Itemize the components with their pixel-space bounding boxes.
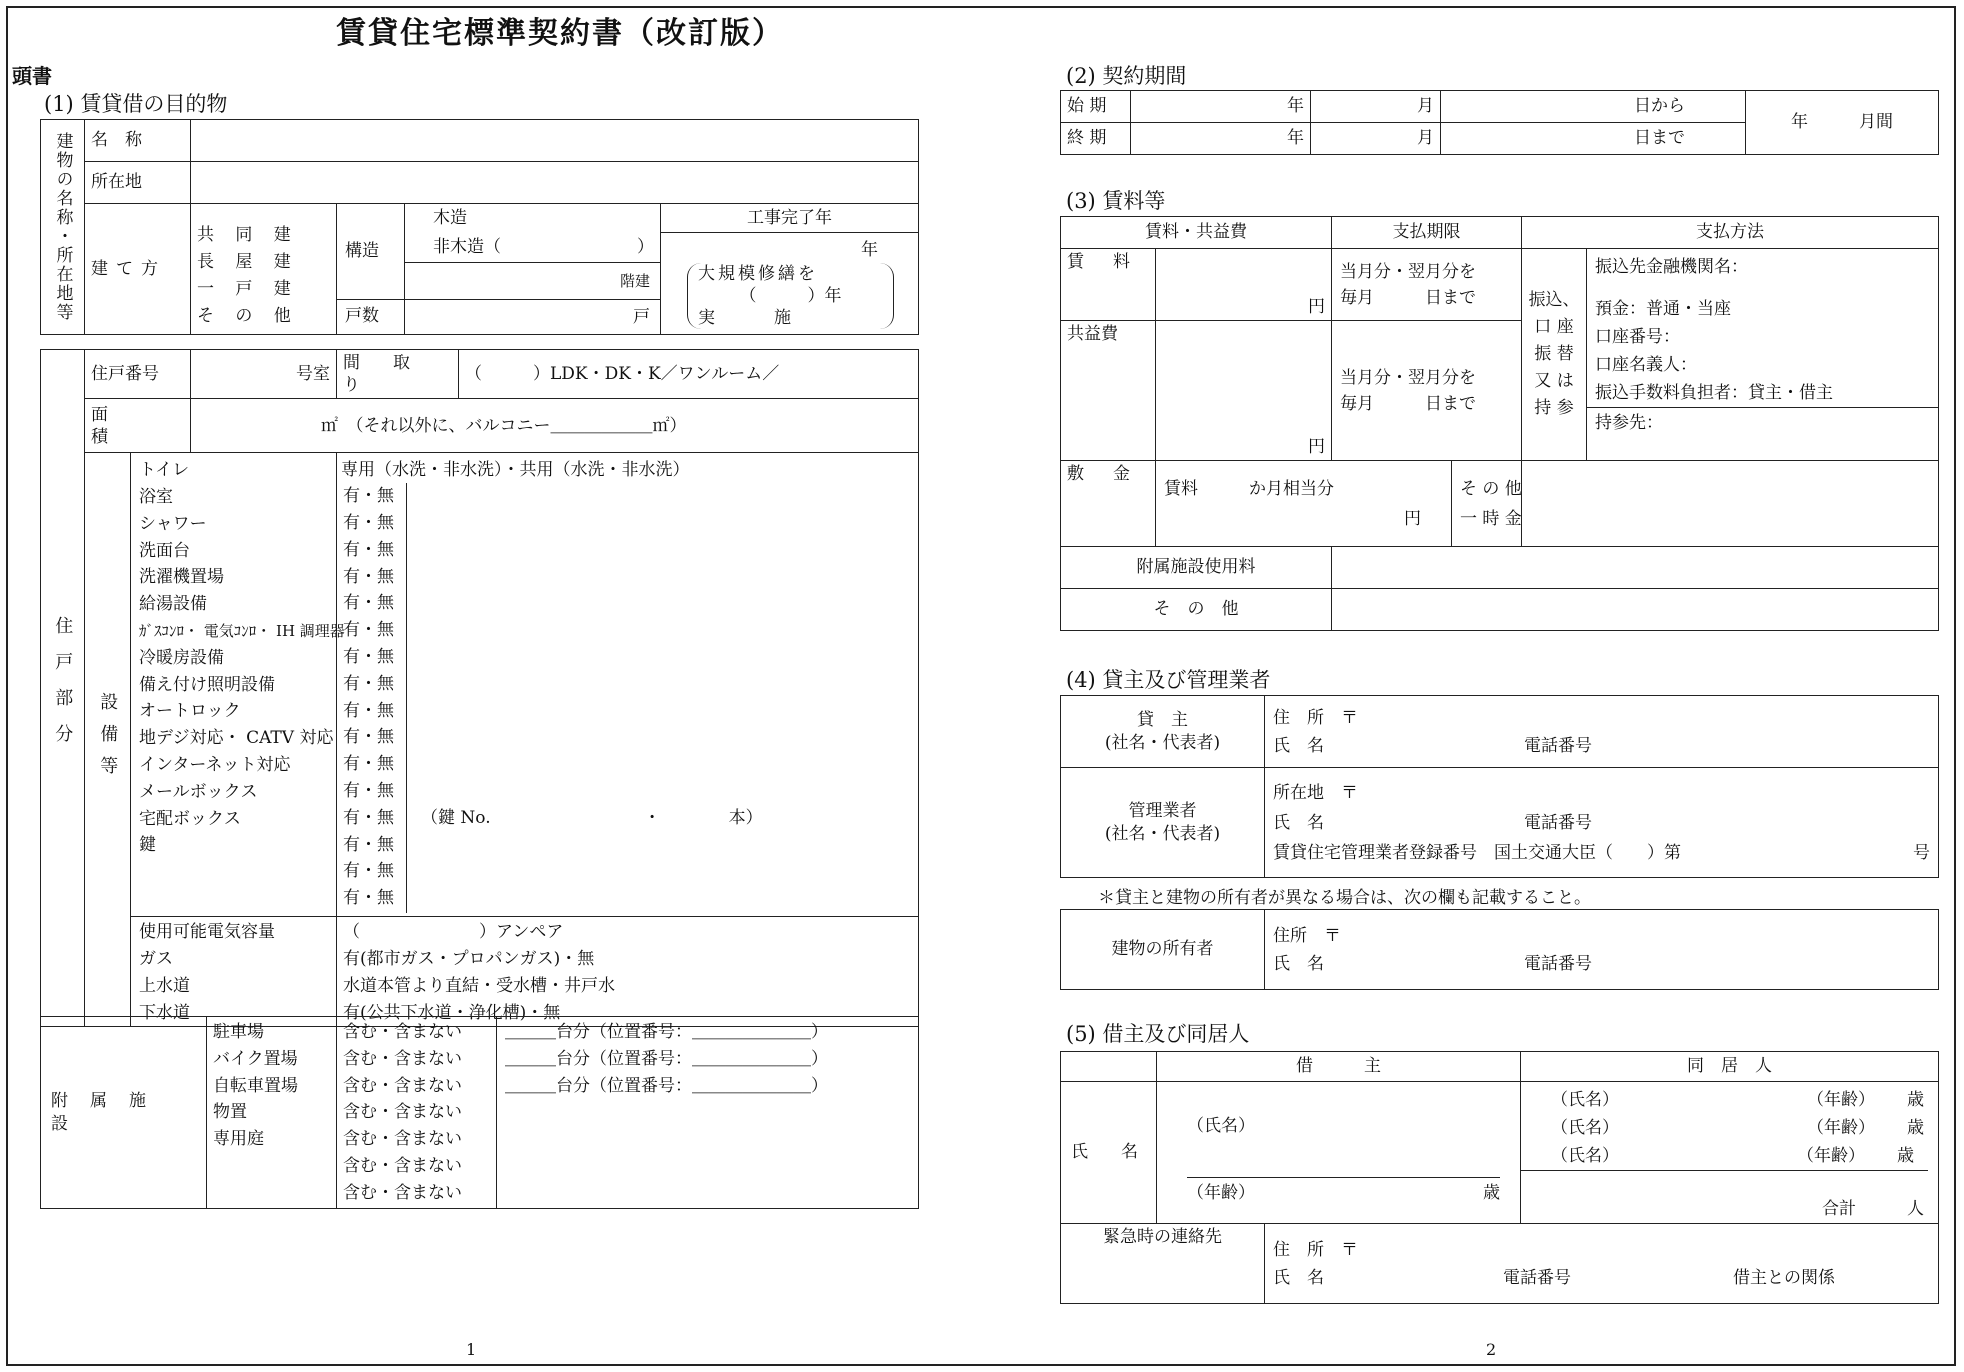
facility-names: 駐車場 バイク置場 自転車置場 物置 専用庭 [207, 1017, 337, 1209]
kashinushi-field[interactable]: 住 所 〒 氏 名 電話番号 [1265, 696, 1939, 768]
kinkyu-field[interactable]: 住 所 〒 氏 名 電話番号 借主との関係 [1265, 1224, 1939, 1304]
tatekata-options[interactable]: 共 同 建 長 屋 建 一 戸 建 そ の 他 [191, 204, 337, 335]
shimei-row-label: 氏 名 [1061, 1082, 1157, 1224]
ichijikin-label: そ の 他 一 時 金 [1452, 461, 1522, 547]
unit-table [40, 349, 919, 1027]
menseki-field[interactable]: ㎡ （それ以外に、バルコニー＿＿＿＿＿＿㎡） [191, 399, 919, 453]
fuzoku-label: 附属施設 [41, 1017, 207, 1209]
end-month[interactable]: 月 [1311, 123, 1441, 155]
hoho-side: 振込、 口 座 振 替 又 は 持 参 [1522, 249, 1587, 461]
shikikin-label: 敷 金 [1061, 461, 1156, 547]
page-number-2: 2 [1486, 1340, 1497, 1359]
start-year[interactable]: 年 [1131, 91, 1311, 123]
kyoeki-kigen[interactable]: 当月分・翌月分を 毎月 日まで [1332, 321, 1522, 461]
kanri-field[interactable]: 所在地 〒 氏 名 電話番号 賃貸住宅管理業者登録番号 国土交通大臣（ ）第 号 [1265, 768, 1939, 878]
chinryo-kigen[interactable]: 当月分・翌月分を 毎月 日まで [1332, 249, 1522, 321]
document-title: 賃貸住宅標準契約書（改訂版） [336, 16, 784, 51]
kanryo-label: 工事完了年 [661, 204, 919, 233]
owner-label: 建物の所有者 [1061, 910, 1265, 990]
kozo-values[interactable]: 木造 非木造（ ） 階建 戸 [405, 204, 661, 335]
section-2-heading: (2) 契約期間 [1066, 64, 1187, 88]
equipment-values[interactable]: 専用（水洗・非水洗）・共用（水洗・非水洗） 有・無 有・無 有・無 有・無 有・無 有・無 有・無 有・無 有・無 有・無 有・無 有・無 有・無 有・無 有・無 有・無 （鍵 No. ・ 本） [337, 453, 919, 917]
madori-field[interactable]: （ ）LDK・DK・K／ワンルーム／ [459, 350, 919, 399]
owner-table [1060, 909, 1939, 990]
facility-table [40, 1016, 919, 1209]
kyoeki-amount[interactable]: 円 [1156, 321, 1332, 461]
chinryo-amount[interactable]: 円 [1156, 249, 1332, 321]
karinushi-label: 借 主 [1157, 1052, 1521, 1082]
page-number-1: 1 [466, 1340, 477, 1359]
equipment-list: トイレ 浴室 シャワー 洗面台 洗濯機置場 給湯設備 ｶﾞｽｺﾝﾛ・ 電気ｺﾝﾛ・ IH 調理器 冷暖房設備 備え付け照明設備 オートロック 地デジ対応・ CATV 対応 インターネット対応 メールボックス 宅配ボックス 鍵 [131, 453, 337, 917]
start-day[interactable]: 日から [1441, 91, 1746, 123]
kyoeki-label: 共益費 [1061, 321, 1156, 461]
tenant-table [1060, 1051, 1939, 1304]
utility-labels: 使用可能電気容量 ガス 上水道 下水道 [131, 917, 337, 1027]
unitno-label: 住戸番号 [85, 350, 191, 399]
goshitsu-field[interactable]: 号室 [191, 350, 337, 399]
section-1-heading: (1) 賃貸借の目的物 [44, 92, 228, 116]
kanri-label: 管理業者 (社名・代表者) [1061, 768, 1265, 878]
kozo-kosu-labels: 構造 戸数 [337, 204, 405, 335]
karinushi-field[interactable]: （氏名） （年齢） 歳 [1157, 1082, 1521, 1224]
shiki-label: 始 期 [1061, 91, 1131, 123]
h-kigen: 支払期限 [1332, 217, 1522, 249]
fuzoku-fee-field[interactable] [1332, 547, 1939, 589]
dokyonin-field[interactable]: （氏名） （年齢） 歳 （氏名） （年齢） 歳 （氏名） （年齢） 歳 合計 人 [1521, 1082, 1939, 1224]
dokyonin-label: 同 居 人 [1521, 1052, 1939, 1082]
period-table [1060, 90, 1939, 155]
landlord-table [1060, 695, 1939, 878]
daikibo-field[interactable]: 年 大規模修繕を （ ）年 実 施 [661, 232, 919, 334]
menseki-label: 面 積 [85, 399, 191, 453]
building-table [40, 119, 919, 335]
key-detail[interactable]: （鍵 No. ・ 本） [421, 808, 763, 829]
h-hoho: 支払方法 [1522, 217, 1939, 249]
section-3-heading: (3) 賃料等 [1066, 189, 1166, 213]
owner-note: ＊貸主と建物の所有者が異なる場合は、次の欄も記載すること。 [1098, 888, 1591, 908]
facility-include[interactable]: 含む・含まない 含む・含まない 含む・含まない 含む・含まない 含む・含まない 含む・含まない 含む・含まない [337, 1017, 497, 1209]
setsubi-side-label: 設備等 [85, 453, 131, 1027]
section-5-heading: (5) 借主及び同居人 [1066, 1022, 1250, 1046]
start-month[interactable]: 月 [1311, 91, 1441, 123]
name-label: 名 称 [85, 120, 191, 162]
ichijikin-field[interactable] [1522, 461, 1939, 547]
unit-side-label: 住戸部分 [41, 350, 85, 1027]
sonota-label: そ の 他 [1061, 589, 1332, 631]
period-length[interactable]: 年 月間 [1746, 91, 1939, 155]
fuzoku-fee-label: 附属施設使用料 [1061, 547, 1332, 589]
owner-field[interactable]: 住所 〒 氏 名 電話番号 [1265, 910, 1939, 990]
shuki-label: 終 期 [1061, 123, 1131, 155]
kinkyu-label: 緊急時の連絡先 [1061, 1224, 1265, 1304]
location-label: 所在地 [85, 162, 191, 204]
facility-count[interactable]: ＿＿＿台分（位置番号：＿＿＿＿＿＿＿） ＿＿＿台分（位置番号：＿＿＿＿＿＿＿） ＿＿＿台分（位置番号：＿＿＿＿＿＿＿） [497, 1017, 919, 1209]
name-field[interactable] [191, 120, 919, 162]
chinryo-label: 賃 料 [1061, 249, 1156, 321]
section-4-heading: (4) 貸主及び管理業者 [1066, 668, 1271, 692]
atamagaki-label: 頭書 [12, 64, 52, 88]
shikikin-field[interactable]: 賃料 か月相当分 円 [1156, 461, 1452, 547]
building-side-label: 建物の名称・所在地等 [41, 120, 85, 335]
location-field[interactable] [191, 162, 919, 204]
end-year[interactable]: 年 [1131, 123, 1311, 155]
h-chinryo: 賃料・共益費 [1061, 217, 1332, 249]
utility-values[interactable]: （ ）アンペア 有(都市ガス・プロパンガス)・無 水道本管より直結・受水槽・井戸水 有(公共下水道・浄化槽)・無 [337, 917, 919, 1027]
sonota-field[interactable] [1332, 589, 1939, 631]
rent-table [1060, 216, 1939, 631]
madori-label: 間 取 り [337, 350, 459, 399]
kashinushi-label: 貸 主 (社名・代表者) [1061, 696, 1265, 768]
end-day[interactable]: 日まで [1441, 123, 1746, 155]
tatekata-label: 建て方 [85, 204, 191, 335]
hoho-details[interactable]: 振込先金融機関名： 預金：普通・当座 口座番号： 口座名義人： 振込手数料負担者：貸主・借主 持参先： [1587, 249, 1939, 461]
